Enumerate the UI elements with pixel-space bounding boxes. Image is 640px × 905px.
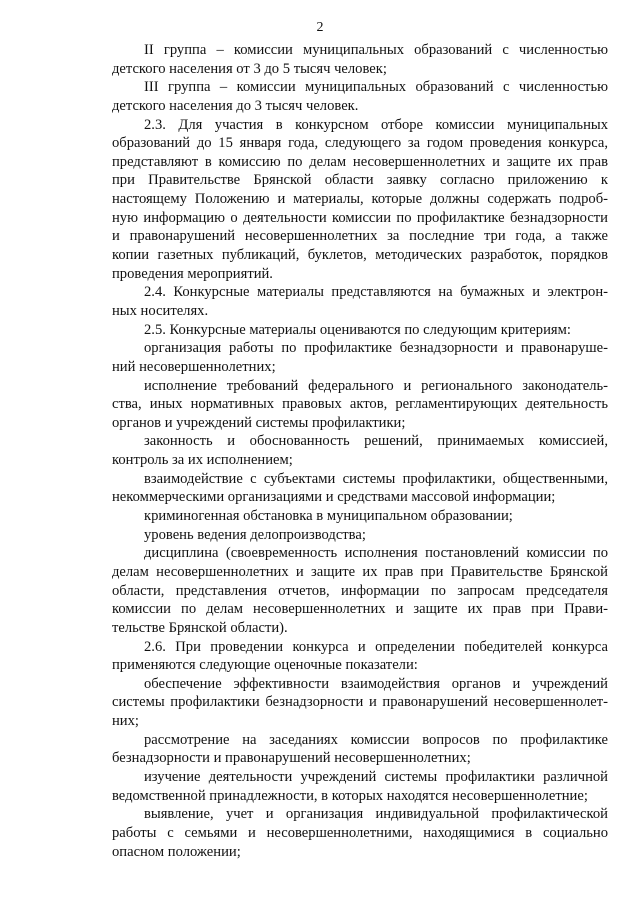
text-line: исполнение требований федерального и регионального законодатель- [144,377,608,394]
text-line: взаимодействие с субъектами системы профилактики, общественными, [144,470,608,487]
text-line: ний несовершеннолетних; [112,358,276,375]
text-line: ства, иных нормативных правовых актов, регламентирующих деятельность [112,396,608,413]
text-line: уровень ведения делопроизводства; [144,526,366,543]
text-line: делам несовершеннолетних и защите их прав при Правительстве Брянской [112,563,608,580]
text-line: безнадзорности и правонарушений несовершеннолетних; [112,750,471,767]
text-line: ведомственной принадлежности, в которых находятся несовершеннолетние; [112,787,588,804]
text-line: системы профилактики безнадзорности и правонарушений несовершеннолет- [112,694,608,711]
text-line: ную информацию о деятельности комиссии по профилактике безнадзорности [112,209,608,226]
text-line: опасном положении; [112,843,241,860]
text-line: области, представления отчетов, информации по запросам председателя [112,582,608,599]
text-line: законность и обоснованность решений, принимаемых комиссией, [144,433,608,450]
text-line: криминогенная обстановка в муниципальном образовании; [144,508,513,525]
text-line: детского населения от 3 до 5 тысяч человек; [112,60,387,77]
text-line: тельстве Брянской области). [112,619,288,636]
text-line: при Правительстве Брянской области заявку согласно приложению к [112,172,608,189]
text-line: изучение деятельности учреждений системы профилактики различной [144,768,608,785]
text-line: настоящему Положению и материалы, которые должны содержать подроб- [112,191,608,208]
text-line: них; [112,713,139,730]
text-line: II группа – комиссии муниципальных образований с численностью [144,42,608,58]
text-line: работы с семьями и несовершеннолетними, находящимися в социально [112,824,608,841]
text-line: проведения мероприятий. [112,265,273,282]
text-line: ных носителях. [112,302,209,319]
text-line: детского населения до 3 тысяч человек. [112,97,359,114]
text-line: 2.6. При проведении конкурса и определении победителей конкурса [144,638,608,655]
text-line: представляют в комиссию по делам несовершеннолетних и защите их прав [112,153,608,170]
text-line: и правонарушений несовершеннолетних за последние три года, а также [112,228,608,245]
text-line: органов и учреждений системы профилактики; [112,414,406,431]
text-line: 2.5. Конкурсные материалы оцениваются по следующим критериям: [144,321,571,338]
text-line: III группа – комиссии муниципальных образований с численностью [144,79,608,96]
text-line: образований до 15 января года, следующего за годом проведения конкурса, [112,135,608,152]
text-line: применяются следующие оценочные показатели: [112,657,418,674]
text-line: 2.3. Для участия в конкурсном отборе комиссии муниципальных [144,116,608,133]
text-line: дисциплина (своевременность исполнения постановлений комиссии по [144,545,608,562]
text-line: 2.4. Конкурсные материалы представляются на бумажных и электрон- [144,284,608,301]
text-line: обеспечение эффективности взаимодействия органов и учреждений [144,675,608,692]
document-body [112,41,608,861]
text-line: контроль за их исполнением; [112,452,293,469]
text-line: комиссии по делам несовершеннолетних и защите их прав при Прави- [112,601,608,618]
text-line: копии газетных публикаций, буклетов, методических разработок, порядков [112,247,608,264]
text-line: некоммерческими организациями и средствами массовой информации; [112,489,556,506]
page-number: 2 [316,20,324,35]
text-line: организация работы по профилактике безнадзорности и правонаруше- [144,340,608,357]
text-line: выявление, учет и организация индивидуальной профилактической [144,806,608,823]
text-line: рассмотрение на заседаниях комиссии вопросов по профилактике [144,731,608,748]
